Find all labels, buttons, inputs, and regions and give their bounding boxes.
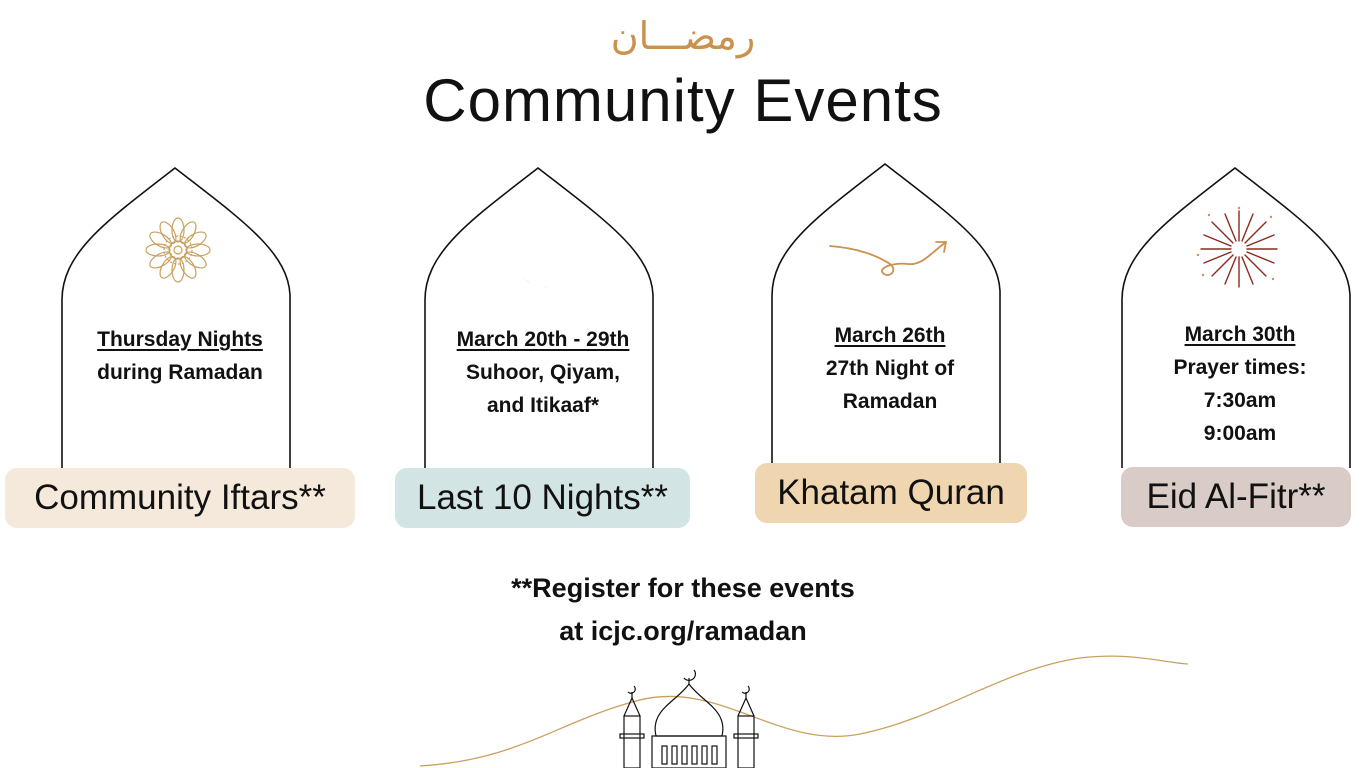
event-line: Suhoor, Qiyam, — [465, 361, 621, 384]
event-line: 27th Night of — [825, 357, 955, 380]
event-details — [740, 319, 1040, 418]
event-line: Ramadan — [842, 390, 938, 413]
calligraphy-flourish-icon — [828, 238, 952, 282]
event-label-khatam-quran[interactable]: Khatam Quran — [755, 463, 1027, 523]
arch-frame — [393, 160, 693, 480]
mandala-icon — [142, 214, 214, 286]
page-title: Community Events — [423, 67, 943, 134]
event-label-eid-al-fitr[interactable]: Eid Al-Fitr** — [1121, 467, 1351, 527]
mosque-wave-decoration — [0, 640, 1366, 768]
arabic-title: رمضـــان — [610, 14, 756, 58]
event-line: 7:30am — [1203, 389, 1277, 412]
event-date: Thursday Nights — [97, 328, 263, 351]
registration-link[interactable]: at icjc.org/ramadan — [559, 616, 807, 646]
arch-frame — [740, 156, 1040, 476]
event-date: March 30th — [1184, 323, 1296, 346]
arch-frame — [30, 160, 330, 480]
fireworks-icon — [1196, 206, 1282, 292]
wave-line-icon — [420, 656, 1188, 766]
event-line: 9:00am — [1203, 422, 1277, 445]
event-details — [30, 323, 330, 389]
event-date: March 20th - 29th — [456, 328, 630, 351]
event-date: March 26th — [834, 324, 946, 347]
event-line: during Ramadan — [97, 361, 263, 384]
registration-line: **Register for these events — [511, 573, 855, 603]
event-details — [393, 323, 693, 422]
crescent-moon-icon — [505, 220, 575, 290]
mosque-icon — [620, 670, 758, 768]
event-label-last-10-nights[interactable]: Last 10 Nights** — [395, 468, 690, 528]
event-line: and Itikaaf* — [486, 394, 600, 417]
event-label-community-iftars[interactable]: Community Iftars** — [5, 468, 355, 528]
event-line: Prayer times: — [1173, 356, 1307, 379]
event-details — [1090, 318, 1366, 450]
